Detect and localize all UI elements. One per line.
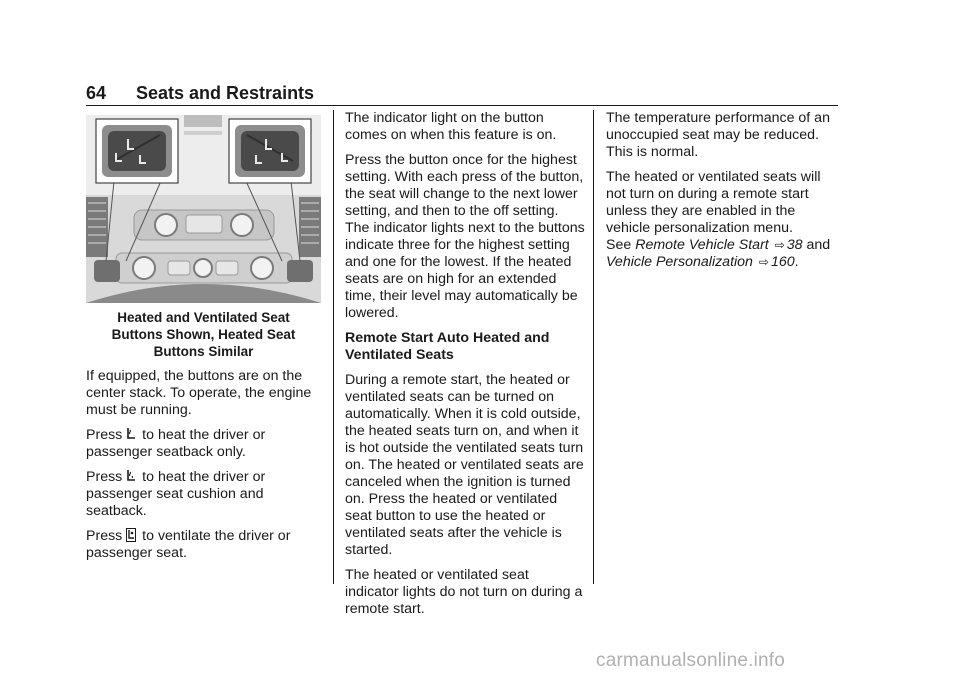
remote-start-paragraph: During a remote start, the heated or ventilated seats can be turned on automatically. When it is cold outside, the heated seats turn on, and when it is hot outside the ventilated seats turn on. The heated or ventilated seats are canceled when the ignition is turned on. Press the heated or ventilated seat button to use the heated or ventilated seats after the vehicle is started. (345, 372, 584, 558)
heated-seat-cushion-icon (126, 469, 136, 483)
column-divider-2 (593, 110, 594, 584)
watermark: carmanualsonline.info (596, 650, 786, 671)
seat-buttons-illustration (86, 115, 321, 303)
figure-caption (86, 309, 321, 360)
indicator-lights-paragraph: The heated or ventilated seat indicator lights do not turn on during a remote start. (345, 567, 583, 617)
page-reference-icon: ⇨ (758, 255, 769, 269)
caption-line: Buttons Shown, Heated Seat (111, 327, 296, 342)
ventilate-instruction: Press to ventilate the driver or passenger seat. (86, 528, 291, 561)
column-2 (345, 110, 585, 626)
cushion-instruction: Press to heat the driver or passenger seat cushion and seatback. (86, 469, 266, 519)
heated-seatback-icon (126, 427, 136, 441)
column-3 (606, 110, 841, 279)
settings-paragraph: Press the button once for the highest setting. With each press of the button, the seat will change to the next lower setting, and then to the off setting. The indicator lights next to the buttons indicate three for the highest setting and one for the lowest. If the heated seats are on high for an extended time, their level may automatically be lowered. (345, 152, 585, 321)
intro-paragraph: If equipped, the buttons are on the center stack. To operate, the engine must be running. (86, 368, 312, 418)
page-ref-38[interactable]: 38 (786, 237, 803, 253)
ventilated-seat-icon (126, 528, 136, 542)
vehicle-personalization-link[interactable]: Vehicle Personalization (606, 254, 753, 270)
column-1 (86, 115, 321, 570)
personalization-paragraph: The heated or ventilated seats will not turn on during a remote start unless they are enabled in the vehicle personalization menu. (606, 169, 821, 236)
caption-line: Buttons Similar (153, 344, 254, 359)
page-number: 64 (86, 83, 107, 103)
caption-line: Heated and Ventilated Seat (117, 310, 290, 325)
column-divider-1 (333, 110, 334, 584)
remote-start-heading: Remote Start Auto Heated and Ventilated Seats (345, 330, 550, 363)
page-header (86, 83, 838, 106)
section-title: Seats and Restraints (136, 83, 315, 103)
remote-vehicle-start-link[interactable]: Remote Vehicle Start (635, 237, 769, 253)
indicator-paragraph: The indicator light on the button comes on when this feature is on. (345, 110, 557, 143)
page-reference-icon: ⇨ (774, 238, 785, 252)
see-also: See Remote Vehicle Start ⇨ 38 and Vehicle Personalization ⇨ 160. (606, 237, 831, 270)
seatback-instruction: Press to heat the driver or passenger seatback only. (86, 427, 266, 460)
page-ref-160[interactable]: 160 (770, 254, 795, 270)
temperature-paragraph: The temperature performance of an unoccupied seat may be reduced. This is normal. (606, 110, 830, 160)
